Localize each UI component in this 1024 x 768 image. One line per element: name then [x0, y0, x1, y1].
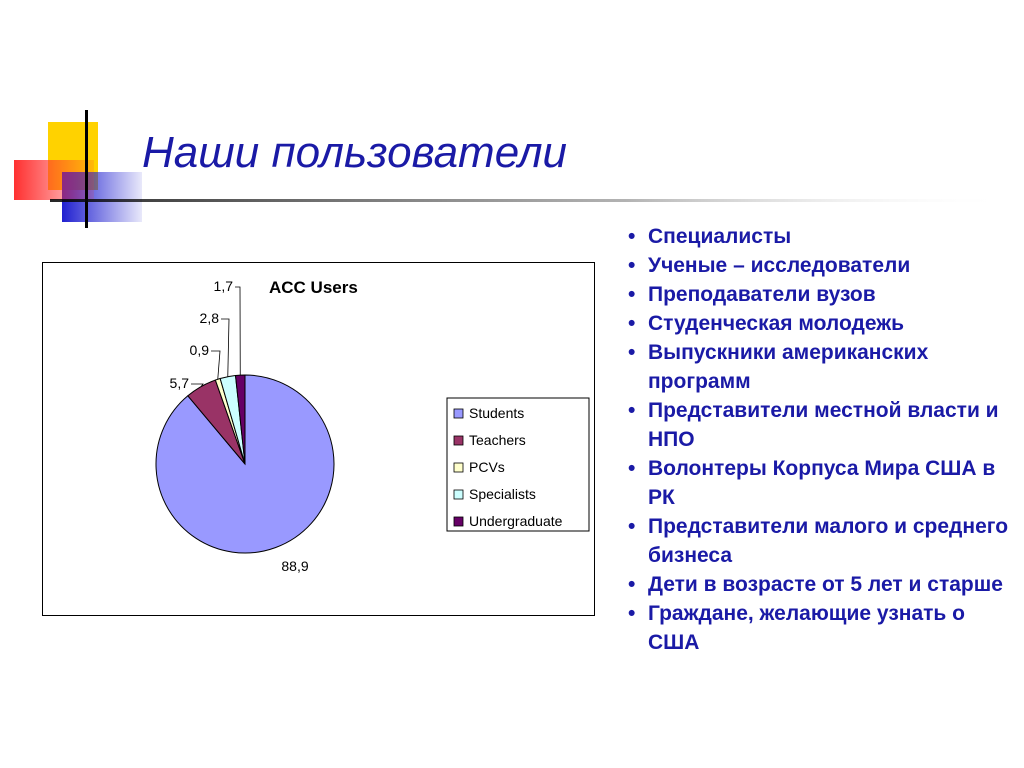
- bullet-icon: •: [628, 457, 636, 480]
- legend-label: Students: [469, 405, 525, 421]
- chart-legend: [447, 398, 589, 531]
- bullet-item: [626, 396, 1016, 454]
- bullet-text: Специалисты: [648, 225, 792, 248]
- bullet-item: [626, 338, 1016, 396]
- data-label: 2,8: [199, 310, 219, 326]
- bullet-item: [626, 512, 1016, 570]
- bullet-text: Граждане, желающие узнать о США: [648, 602, 965, 654]
- data-label: 0,9: [189, 342, 209, 358]
- title-decoration: [0, 0, 1024, 240]
- bullet-icon: •: [628, 225, 636, 248]
- bullet-icon: •: [628, 283, 636, 306]
- bullet-icon: •: [628, 602, 636, 625]
- bullet-text: Ученые – исследователи: [648, 254, 911, 277]
- bullet-item: [626, 454, 1016, 512]
- bullet-text: Представители местной власти и НПО: [648, 399, 999, 451]
- legend-swatch: [454, 409, 463, 418]
- slide-title: Наши пользователи: [142, 128, 567, 177]
- legend-label: PCVs: [469, 459, 505, 475]
- bullet-text: Дети в возрасте от 5 лет и старше: [648, 573, 1003, 596]
- legend-label: Undergraduate: [469, 513, 563, 529]
- leader-line: [211, 351, 220, 379]
- deco-vertical-line: [85, 110, 88, 228]
- leader-line: [221, 319, 229, 377]
- bullet-text: Представители малого и среднего бизнеса: [648, 515, 1009, 567]
- bullet-icon: •: [628, 254, 636, 277]
- bullet-text: Выпускники американских программ: [648, 341, 929, 393]
- legend-swatch: [454, 463, 463, 472]
- pie-chart: [43, 263, 596, 617]
- bullet-text: Студенческая молодежь: [648, 312, 905, 335]
- legend-label: Teachers: [469, 432, 526, 448]
- leader-line: [191, 384, 203, 387]
- deco-red-square: [14, 160, 94, 200]
- bullet-item: [626, 280, 1016, 309]
- bullet-item: [626, 251, 1016, 280]
- legend-label: Specialists: [469, 486, 536, 502]
- leader-line: [235, 287, 240, 375]
- bullet-icon: •: [628, 312, 636, 335]
- bullet-item: [626, 309, 1016, 338]
- legend-swatch: [454, 517, 463, 526]
- bullet-item: [626, 599, 1016, 657]
- bullet-icon: •: [628, 341, 636, 364]
- data-label: 88,9: [281, 558, 309, 574]
- legend-swatch: [454, 436, 463, 445]
- bullet-text: Волонтеры Корпуса Мира США в РК: [648, 457, 996, 509]
- bullet-list: [626, 222, 1016, 657]
- bullet-item: [626, 570, 1016, 599]
- bullet-icon: •: [628, 399, 636, 422]
- data-label: 5,7: [169, 375, 189, 391]
- bullet-icon: •: [628, 515, 636, 538]
- data-label: 1,7: [213, 278, 233, 294]
- deco-horizontal-line: [50, 199, 1010, 202]
- legend-swatch: [454, 490, 463, 499]
- bullet-icon: •: [628, 573, 636, 596]
- bullet-item: [626, 222, 1016, 251]
- chart-title: ACC Users: [269, 278, 358, 297]
- bullet-text: Преподаватели вузов: [648, 283, 876, 306]
- pie-chart-panel: [42, 262, 595, 616]
